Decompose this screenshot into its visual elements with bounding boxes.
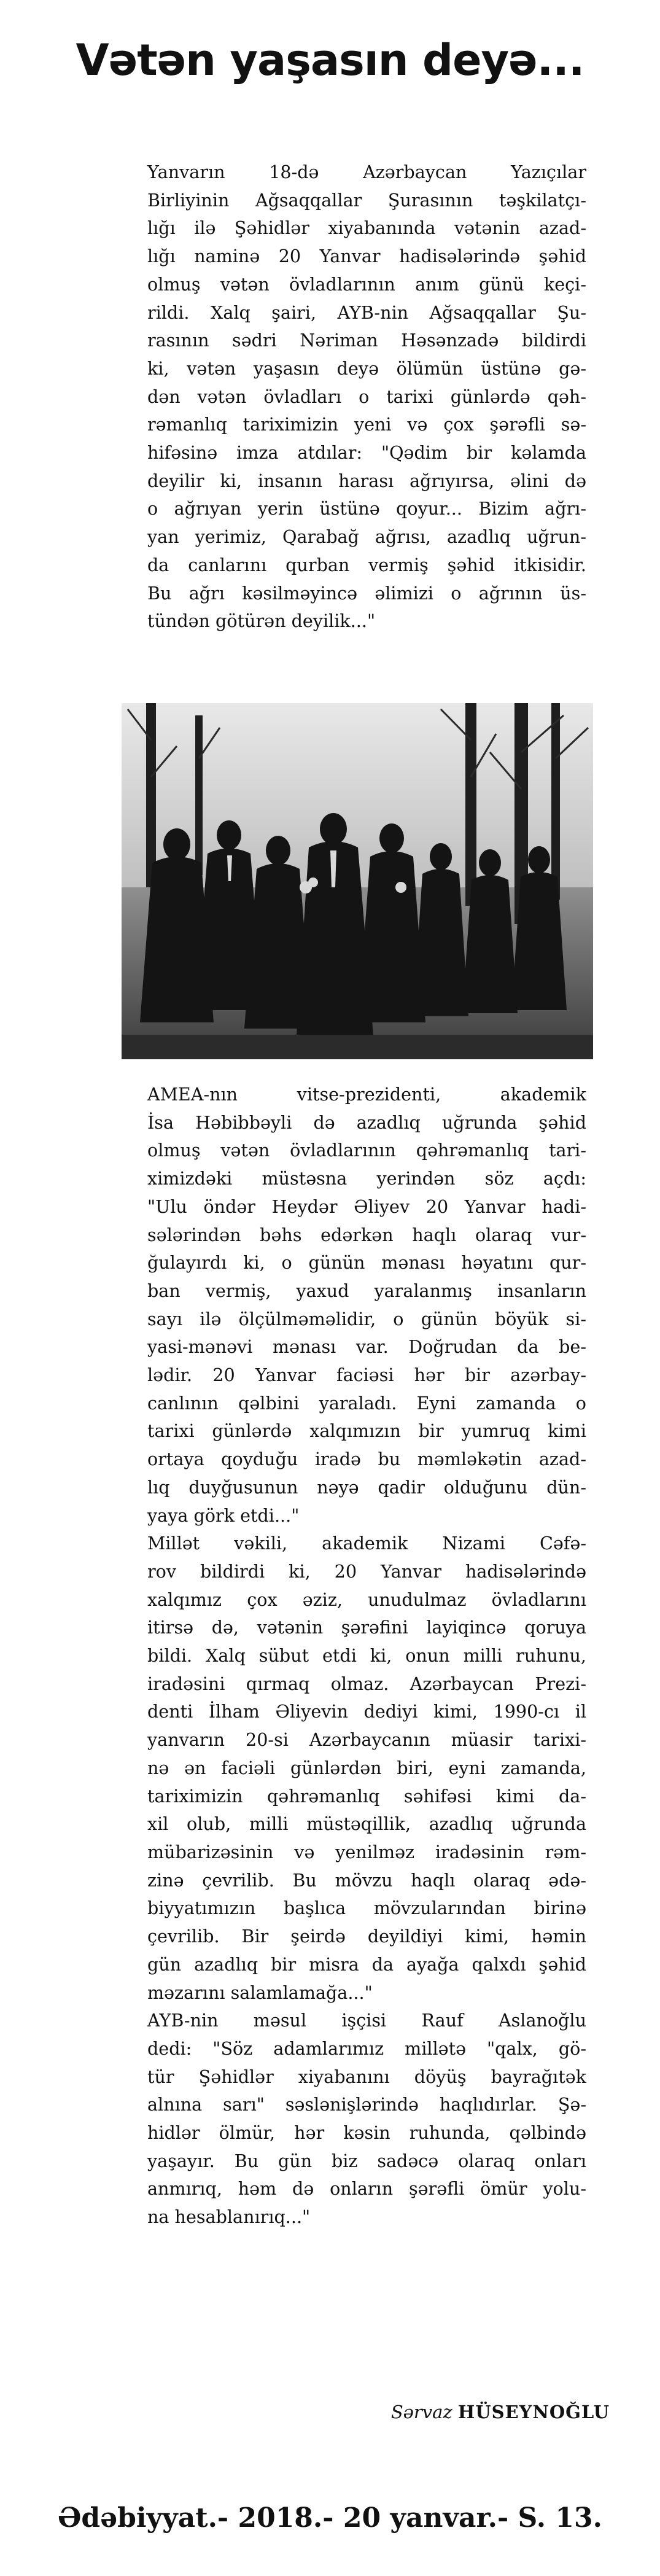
text-line: Millət vəkili, akademik Nizami Cəfə- (147, 1533, 586, 1554)
text-line: lıq duyğusunun nəyə qadir olduğunu dün- (147, 1476, 586, 1498)
text-line: Yanvarın 18-də Azərbaycan Yazıçılar (147, 161, 586, 182)
text-line: AYB-nin məsul işçisi Rauf Aslanoğlu (147, 2010, 586, 2031)
text-line: bildi. Xalq sübut etdi ki, onun milli ruhunu, (147, 1645, 586, 1667)
text-line: lədir. 20 Yanvar faciəsi hər bir azərbay- (147, 1364, 586, 1386)
text-line: anmırıq, həm də onların şərəfli ömür yolu- (147, 2178, 586, 2200)
paragraph (123, 158, 586, 636)
paragraph (123, 1530, 586, 2007)
text-line: canlının qəlbini yaraladı. Eyni zamanda o (147, 1392, 586, 1414)
text-line: alnına sarı" səslənişlərində haqlıdırlar. Şə- (147, 2094, 586, 2115)
intro-paragraph (123, 158, 586, 636)
text-line: yan yerimiz, Qarabağ ağrısı, azadlıq uğrun- (147, 526, 586, 548)
article-photo (122, 703, 593, 1059)
text-line: na hesablanırıq..." (147, 2206, 311, 2228)
text-line: ximizdəki müstəsna yerindən söz açdı: (147, 1168, 586, 1189)
text-line: AMEA-nın vitse-prezidenti, akademik (147, 1084, 586, 1105)
text-line: ortaya qoyduğu iradə bu məmləkətin azad- (147, 1449, 586, 1470)
author-last-name: HÜSEYNOĞLU (457, 2402, 610, 2422)
text-line: rov bildirdi ki, 20 Yanvar hadisələrində (147, 1560, 586, 1582)
text-line: denti İlham Əliyevin dediyi kimi, 1990-cı il (147, 1701, 586, 1722)
text-line: çevrilib. Bir şeirdə deyildiyi kimi, həmin (147, 1926, 586, 1947)
article-headline: Vətən yaşasın deyə... (76, 35, 584, 85)
text-line: da canlarını qurban vermiş şəhid itkisidir. (147, 554, 586, 575)
text-line: gün azadlıq bir misra da ayağa qalxdı şəhid (147, 1953, 586, 1975)
text-line: nə ən faciəli günlərdən biri, eyni zamanda, (147, 1757, 586, 1778)
author-signature (391, 2402, 610, 2422)
text-line: Birliyinin Ağsaqqallar Şurasının təşkilatçı- (147, 189, 586, 211)
text-line: lığı ilə Şəhidlər xiyabanında vətənin azad- (147, 217, 586, 239)
text-line: sələrindən bəhs edərkən haqlı olaraq vur- (147, 1224, 586, 1245)
source-citation: Ədəbiyyat.- 2018.- 20 yanvar.- S. 13. (58, 2502, 602, 2534)
text-line: dedi: "Söz adamlarımız millətə "qalx, gö- (147, 2037, 586, 2059)
paragraph (123, 2007, 586, 2232)
text-line: tarixi günlərdə xalqımızın bir yumruq kimi (147, 1420, 586, 1442)
text-line: o ağrıyan yerin üstünə qoyur... Bizim ağrı- (147, 498, 586, 519)
text-line: dən vətən övladları o tarixi günlərdə qəh- (147, 386, 586, 407)
text-line: xalqımız çox əziz, unudulmaz övladlarını (147, 1589, 586, 1610)
text-line: lığı naminə 20 Yanvar hadisələrində şəhid (147, 246, 586, 267)
text-line: ğulayırdı ki, o günün mənası həyatını qur- (147, 1252, 586, 1274)
text-line: yanvarın 20-si Azərbaycanın müasir tarixi- (147, 1729, 586, 1751)
text-line: Bu ağrı kəsilməyincə əlimizi o ağrının üs- (147, 582, 586, 604)
text-line: olmuş vətən övladlarının anım günü keçi- (147, 273, 586, 295)
text-line: iradəsini qırmaq olmaz. Azərbaycan Prezi- (147, 1673, 586, 1694)
article-body (123, 1081, 586, 2232)
text-line: rildi. Xalq şairi, AYB-nin Ağsaqqallar Şu- (147, 302, 586, 323)
text-line: hifəsinə imza atdılar: "Qədim bir kəlamda (147, 442, 586, 464)
paragraph (123, 1081, 586, 1530)
text-line: yasi-mənəvi mənası var. Doğrudan da be- (147, 1336, 586, 1358)
text-line: yaya görk etdi..." (147, 1504, 300, 1526)
text-line: məzarını salamlamağa..." (147, 1982, 373, 2003)
text-line: ban vermiş, yaxud yaralanmış insanların (147, 1280, 586, 1301)
text-line: rəmanlıq tariximizin yeni və çox şərəfli sə- (147, 414, 586, 435)
text-line: itirsə də, vətənin şərəfini layiqincə qoruya (147, 1617, 586, 1638)
text-line: yaşayır. Bu gün biz sadəcə olaraq onları (147, 2150, 586, 2171)
text-line: rasının sədri Nəriman Həsənzadə bildirdi (147, 330, 586, 351)
text-line: hidlər ölmür, hər kəsin ruhunda, qəlbində (147, 2122, 586, 2144)
text-line: mübarizəsinin və yenilməz iradəsinin rəm- (147, 1841, 586, 1862)
text-line: zinə çevrilib. Bu mövzu haqlı olaraq ədə- (147, 1869, 586, 1891)
text-line: sayı ilə ölçülməməlidir, o günün böyük si- (147, 1308, 586, 1329)
text-line: tür Şəhidlər xiyabanını döyüş bayrağıtək (147, 2066, 586, 2087)
text-line: olmuş vətən övladlarının qəhrəmanlıq tari- (147, 1140, 586, 1161)
text-line: tariximizin qəhrəmanlıq səhifəsi kimi da- (147, 1785, 586, 1807)
text-line: "Ulu öndər Heydər Əliyev 20 Yanvar hadi- (147, 1196, 586, 1217)
author-first-name: Sərvaz (390, 2402, 452, 2422)
text-line: İsa Həbibbəyli də azadlıq uğrunda şəhid (147, 1111, 586, 1133)
text-line: xil olub, milli müstəqillik, azadlıq uğrunda (147, 1813, 586, 1835)
text-line: deyilir ki, insanın harası ağrıyırsa, əlini də (147, 470, 586, 491)
text-line: tündən götürən deyilik..." (147, 610, 376, 632)
text-line: ki, vətən yaşasın deyə ölümün üstünə gə- (147, 357, 586, 379)
text-line: biyyatımızın başlıca mövzularından birinə (147, 1897, 586, 1919)
memorial-procession-photo (122, 703, 593, 1059)
